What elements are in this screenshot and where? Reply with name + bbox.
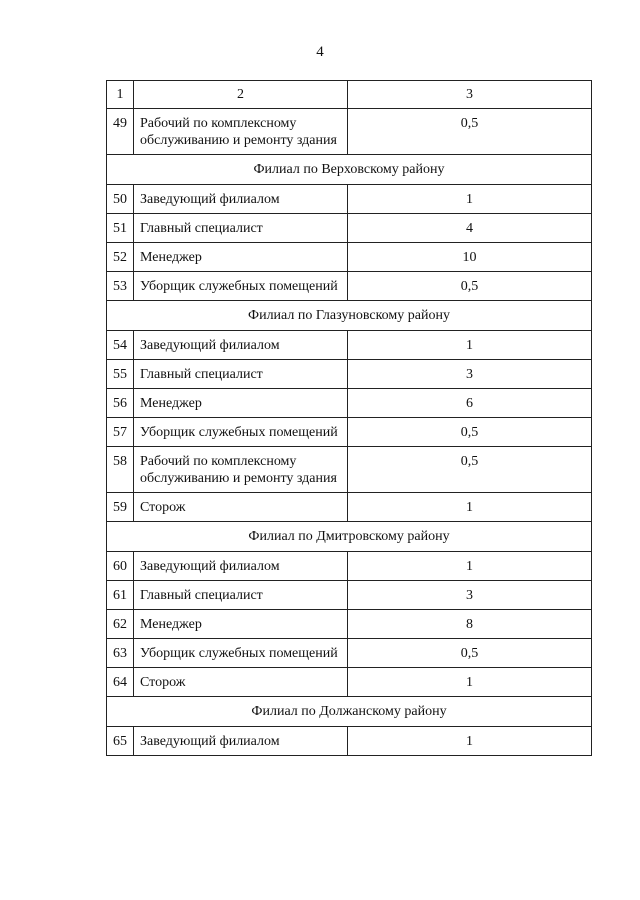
- position-name: Главный специалист: [134, 214, 348, 243]
- table-header-row: [107, 81, 592, 109]
- section-header-row: [107, 522, 592, 552]
- table-row: [107, 493, 592, 522]
- staff-quantity: 3: [348, 581, 592, 610]
- staff-quantity: 1: [348, 668, 592, 697]
- row-number: 55: [107, 360, 134, 389]
- table-row: [107, 214, 592, 243]
- row-number: 57: [107, 418, 134, 447]
- table-row: [107, 727, 592, 756]
- row-number: 59: [107, 493, 134, 522]
- staff-quantity: 8: [348, 610, 592, 639]
- page-number: 4: [316, 44, 324, 60]
- position-name: Главный специалист: [134, 581, 348, 610]
- row-number: 65: [107, 727, 134, 756]
- row-number: 52: [107, 243, 134, 272]
- row-number: 53: [107, 272, 134, 301]
- table-row: [107, 610, 592, 639]
- table-row: [107, 552, 592, 581]
- table-row: [107, 389, 592, 418]
- table-row: [107, 109, 592, 155]
- position-name: Заведующий филиалом: [134, 185, 348, 214]
- staff-quantity: 0,5: [348, 639, 592, 668]
- section-title: Филиал по Должанскому району: [107, 697, 592, 727]
- section-title: Филиал по Верховскому району: [107, 155, 592, 185]
- staff-quantity: 1: [348, 331, 592, 360]
- position-name: Менеджер: [134, 389, 348, 418]
- section-title: Филиал по Дмитровскому району: [107, 522, 592, 552]
- position-name: Менеджер: [134, 243, 348, 272]
- staff-quantity: 1: [348, 493, 592, 522]
- table-row: [107, 581, 592, 610]
- row-number: 62: [107, 610, 134, 639]
- position-name: Заведующий филиалом: [134, 552, 348, 581]
- row-number: 49: [107, 109, 134, 155]
- row-number: 50: [107, 185, 134, 214]
- position-name: Рабочий по комплексному обслуживанию и ремонту здания: [134, 447, 348, 493]
- position-name: Сторож: [134, 493, 348, 522]
- staff-quantity: 0,5: [348, 109, 592, 155]
- table-row: [107, 331, 592, 360]
- row-number: 51: [107, 214, 134, 243]
- staff-quantity: 0,5: [348, 447, 592, 493]
- staff-quantity: 0,5: [348, 418, 592, 447]
- table-body: [107, 109, 592, 756]
- position-name: Заведующий филиалом: [134, 331, 348, 360]
- header-cell-number: 1: [107, 81, 134, 109]
- section-header-row: [107, 697, 592, 727]
- staff-quantity: 10: [348, 243, 592, 272]
- staff-quantity: 4: [348, 214, 592, 243]
- row-number: 54: [107, 331, 134, 360]
- row-number: 63: [107, 639, 134, 668]
- table-row: [107, 668, 592, 697]
- section-title: Филиал по Глазуновскому району: [107, 301, 592, 331]
- staff-quantity: 3: [348, 360, 592, 389]
- row-number: 56: [107, 389, 134, 418]
- position-name: Менеджер: [134, 610, 348, 639]
- staff-table: [106, 80, 592, 756]
- position-name: Главный специалист: [134, 360, 348, 389]
- position-name: Уборщик служебных помещений: [134, 639, 348, 668]
- position-name: Сторож: [134, 668, 348, 697]
- position-name: Заведующий филиалом: [134, 727, 348, 756]
- section-header-row: [107, 301, 592, 331]
- row-number: 60: [107, 552, 134, 581]
- table-row: [107, 418, 592, 447]
- header-cell-position: 2: [134, 81, 348, 109]
- table-row: [107, 447, 592, 493]
- table-row: [107, 185, 592, 214]
- row-number: 64: [107, 668, 134, 697]
- table-row: [107, 360, 592, 389]
- row-number: 61: [107, 581, 134, 610]
- staff-quantity: 1: [348, 185, 592, 214]
- row-number: 58: [107, 447, 134, 493]
- section-header-row: [107, 155, 592, 185]
- header-cell-quantity: 3: [348, 81, 592, 109]
- table-row: [107, 243, 592, 272]
- table-row: [107, 272, 592, 301]
- staff-quantity: 6: [348, 389, 592, 418]
- table-row: [107, 639, 592, 668]
- position-name: Уборщик служебных помещений: [134, 418, 348, 447]
- staff-quantity: 1: [348, 727, 592, 756]
- position-name: Рабочий по комплексному обслуживанию и ремонту здания: [134, 109, 348, 155]
- staff-quantity: 0,5: [348, 272, 592, 301]
- position-name: Уборщик служебных помещений: [134, 272, 348, 301]
- staff-quantity: 1: [348, 552, 592, 581]
